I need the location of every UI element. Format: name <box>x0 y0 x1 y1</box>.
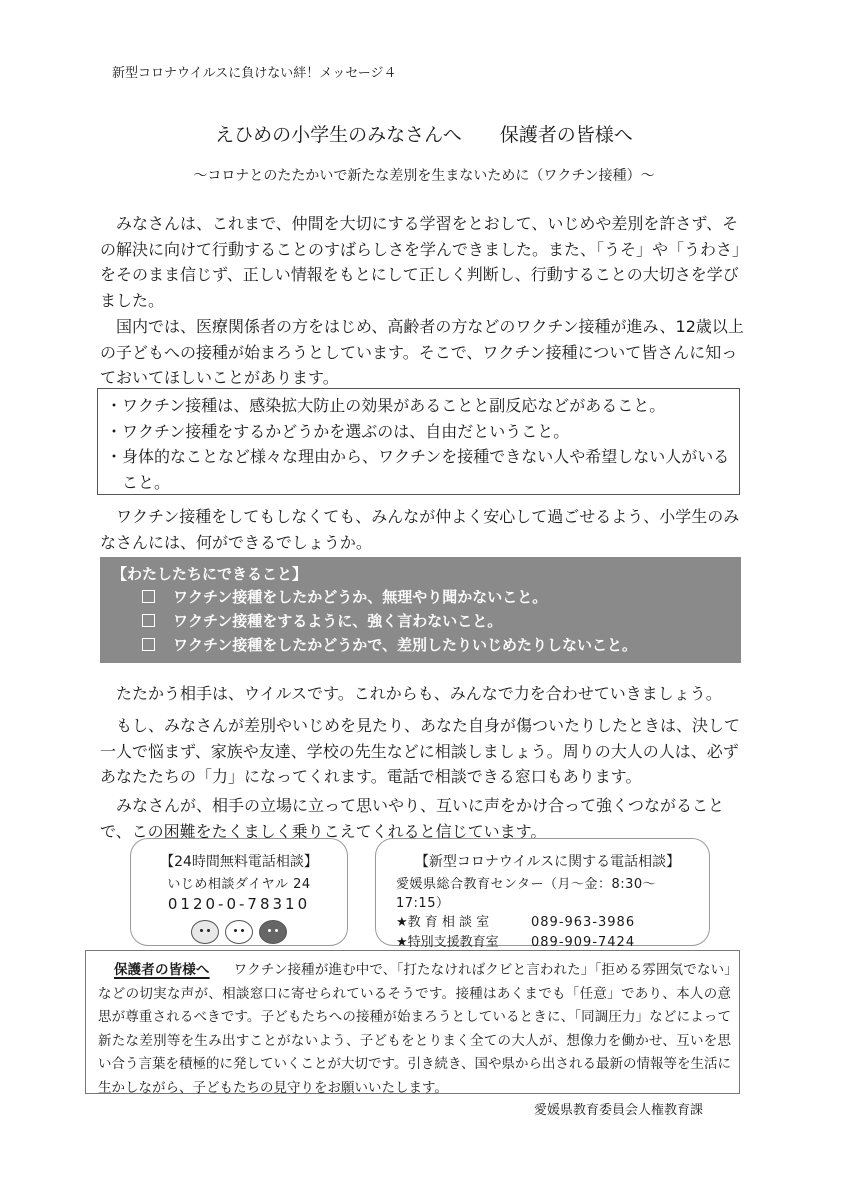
paragraph-intro: みなさんは、これまで、仲間を大切にする学習をとおして、いじめや差別を許さず、その解決に向けて行動することのすばらしさを学んできました。また、「うそ」や「うわさ」をそのまま信じず、正しい情報をもとにして正しく判断し、行動することの大切さを学びました。 <box>100 214 749 310</box>
hotline-covid-number: 089-963-3986 <box>531 915 636 930</box>
paragraph-question: ワクチン接種をしてもしなくても、みんなが仲よく安心して過ごせるよう、小学生のみなさんには、何ができるでしょうか。 <box>100 507 740 552</box>
mascot-icon <box>259 920 287 944</box>
hotline-covid-box <box>375 838 710 950</box>
page-subtitle: ～コロナとのたたかいで新たな差別を生まないために（ワクチン接種）～ <box>193 168 655 184</box>
paragraph-enemy: たたかう相手は、ウイルスです。これからも、みんなで力を合わせていきましょう。 <box>116 684 722 703</box>
what-we-can-do-title: 【わたしたちにできること】 <box>112 565 308 583</box>
series-header: 新型コロナウイルスに負けない絆！メッセージ４ <box>112 66 397 81</box>
guardian-message-box <box>85 950 740 1094</box>
hotline-24h-title: 【24時間無料電話相談】 <box>160 854 318 870</box>
checkbox-icon <box>142 614 155 627</box>
what-we-can-do-box <box>100 557 741 663</box>
can-do-item: ワクチン接種をしたかどうかで、差別したりいじめたりしないこと。 <box>112 633 729 657</box>
guardian-heading: 保護者の皆様へ <box>114 962 210 978</box>
paragraph-believe: みなさんが、相手の立場に立って思いやり、互いに声をかけ合って強くつながることで、この困難をたくましく乗りこえてくれると信じています。 <box>100 796 725 841</box>
hotline-covid-title: 【新型コロナウイルスに関する電話相談】 <box>414 854 681 870</box>
hotline-covid-row <box>396 913 699 933</box>
mascot-icon <box>191 920 219 944</box>
page-title <box>0 120 848 147</box>
checkbox-icon <box>142 590 155 603</box>
can-do-item: ワクチン接種をするように、強く言わないこと。 <box>112 609 729 633</box>
hotline-24h-number: 0120-0-78310 <box>167 895 311 913</box>
checkbox-icon <box>142 638 155 651</box>
hotline-covid-org: 愛媛県総合教育センター（月～金：8:30～17:15） <box>396 877 657 911</box>
key-point: ・ワクチン接種をするかどうかを選ぶのは、自由だということ。 <box>106 421 570 441</box>
key-points-box <box>97 388 740 495</box>
mascot-group <box>131 920 347 944</box>
hotline-24h-box <box>130 838 348 946</box>
key-point: ・ワクチン接種は、感染拡大防止の効果があることと副反応などがあること。 <box>106 396 666 415</box>
mascot-icon <box>225 920 253 944</box>
can-do-item: ワクチン接種をしたかどうか、無理やり聞かないこと。 <box>112 585 729 609</box>
paragraph-domestic: 国内では、医療関係者の方をはじめ、高齢者の方などのワクチン接種が進み、12歳以上の子どもへの接種が始まろうとしています。そこで、ワクチン接種について皆さんに知っておいてほしいことがあります。 <box>100 317 744 387</box>
hotline-24h-name: いじめ相談ダイヤル 24 <box>167 877 311 892</box>
hotline-covid-label: ★教 育 相 談 室 <box>396 915 490 930</box>
issuer-footer: 愛媛県教育委員会人権教育課 <box>534 1103 704 1118</box>
title-guardians: 保護者の皆様へ <box>499 124 633 146</box>
title-students: えひめの小学生のみなさんへ <box>215 124 462 146</box>
guardian-body: ワクチン接種が進む中で、「打たなければクビと言われた」「拒める雰囲気でない」などの切実な声が、相談窓口に寄せられているそうです。接種はあくまでも「任意」であり、本人の意思が尊重されるべきです。子どもたちへの接種が始まろうとしているときに、「同調圧力」などによって新たな差別等を生み出すことがないよう、子どもをとりまく全ての大人が、想像力を働かせ、互いを思い合う言葉を積極的に発していくことが大切です。引き続き、国や県から出される最新の情報等を生活に生かしながら、子どもたちの見守りをお願いいたします。 <box>98 962 732 1096</box>
key-point: ・身体的なことなど様々な理由から、ワクチンを接種できない人や希望しない人がいること。 <box>106 447 730 492</box>
hotline-covid-number: 089-909-7424 <box>531 935 636 950</box>
paragraph-consult: もし、みなさんが差別やいじめを見たり、あなた自身が傷ついたりしたときは、決して一人で悩まず、家族や友達、学校の先生などに相談しましょう。周りの大人の人は、必ずあなたたちの「力」になってくれます。電話で相談できる窓口もあります。 <box>100 716 741 786</box>
hotline-covid-label: ★特別支援教育室 <box>396 935 499 950</box>
